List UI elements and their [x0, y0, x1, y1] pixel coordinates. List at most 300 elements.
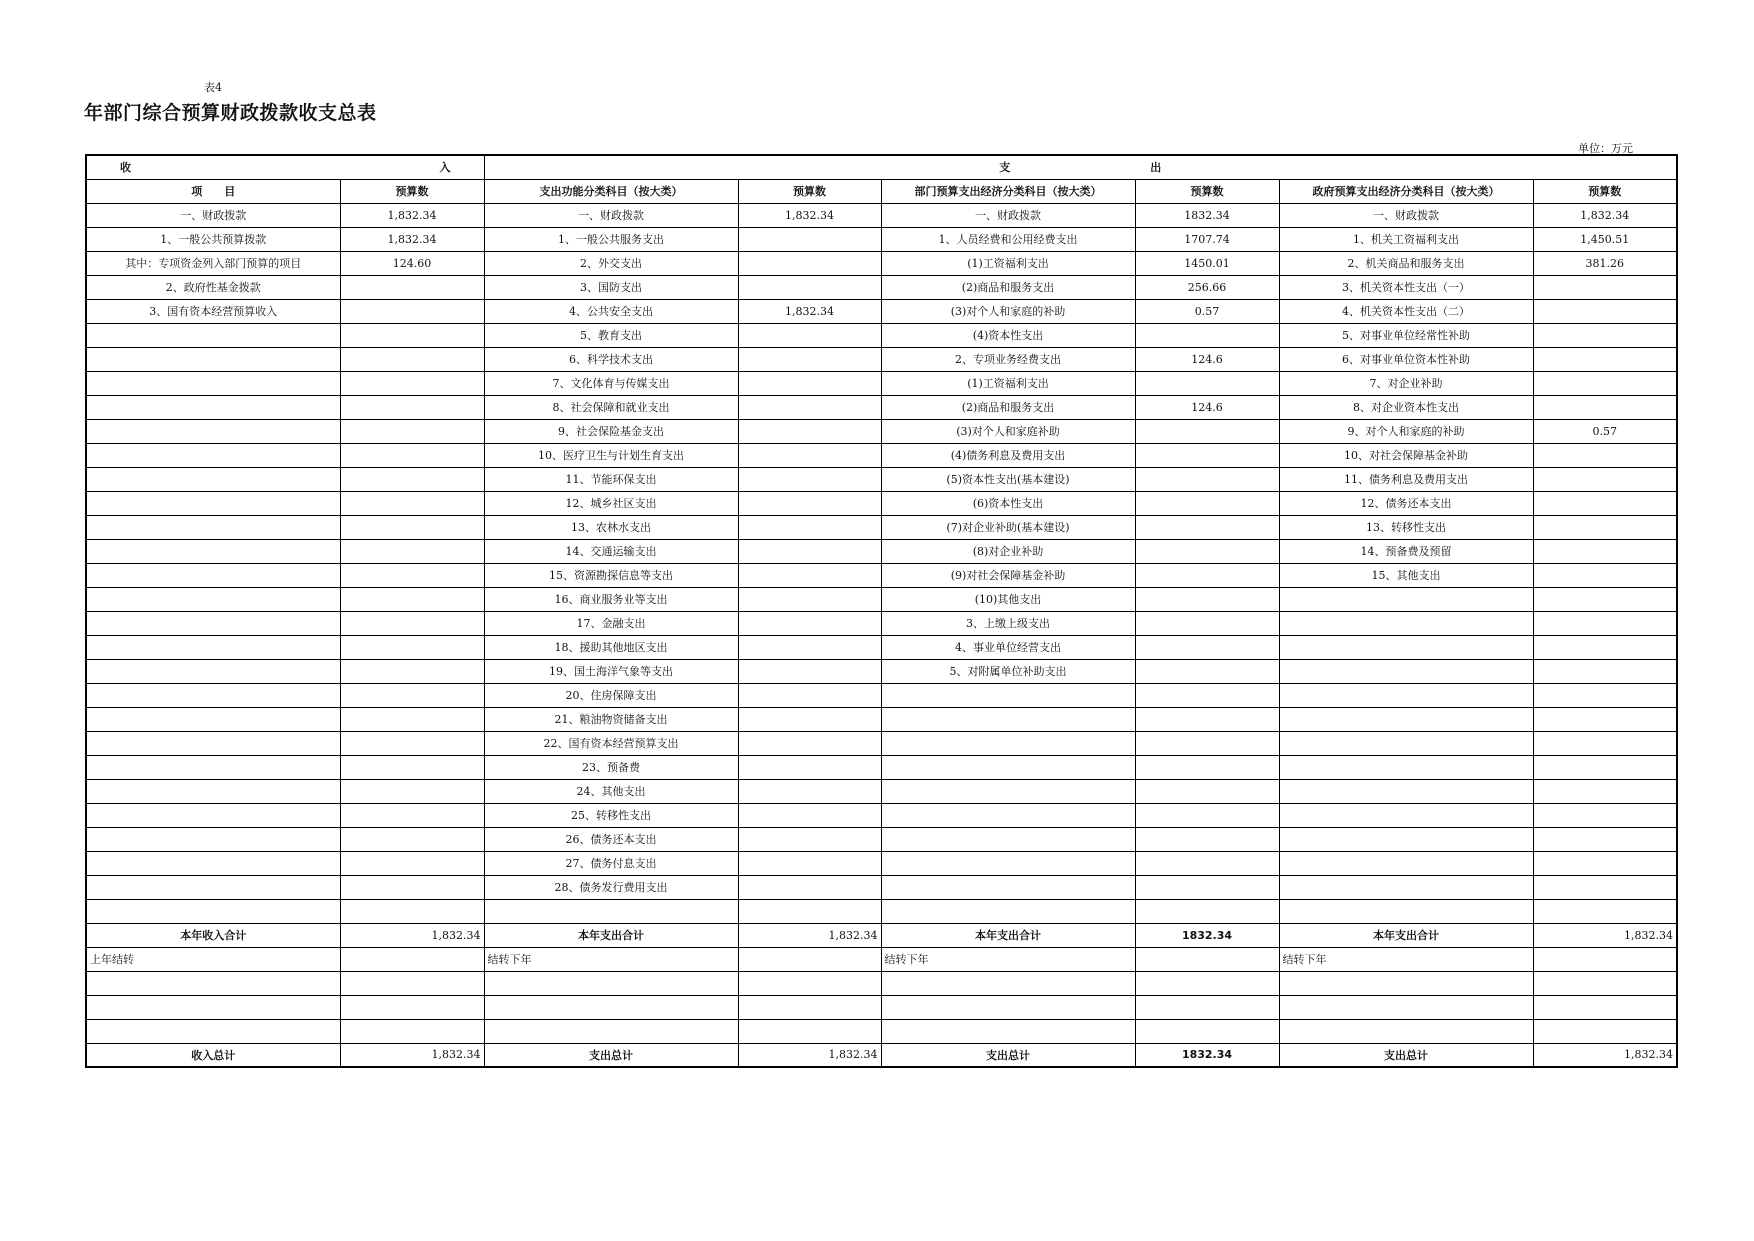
dept-econ-category-cell: (1)工资福利支出 — [881, 251, 1135, 275]
func-budget-cell — [738, 491, 881, 515]
table-row — [86, 755, 1677, 779]
func-budget-cell — [738, 539, 881, 563]
dept-budget-cell — [1135, 707, 1279, 731]
dept-econ-category-cell — [881, 779, 1135, 803]
dept-econ-category-cell: (3)对个人和家庭的补助 — [881, 299, 1135, 323]
table-row — [86, 467, 1677, 491]
gov-econ-category-cell — [1279, 779, 1533, 803]
dept-budget-cell — [1135, 683, 1279, 707]
income-item-cell — [86, 371, 340, 395]
blank-cell — [340, 1019, 484, 1043]
dept-econ-category-cell — [881, 827, 1135, 851]
dept-budget-cell: 1450.01 — [1135, 251, 1279, 275]
gov-budget-cell — [1533, 731, 1677, 755]
income-budget-cell — [340, 491, 484, 515]
dept-econ-category-cell — [881, 707, 1135, 731]
income-item-cell — [86, 611, 340, 635]
gov-econ-category-cell — [1279, 659, 1533, 683]
table-row — [86, 395, 1677, 419]
dept-econ-category-cell: (10)其他支出 — [881, 587, 1135, 611]
dept-econ-category-cell: 2、专项业务经费支出 — [881, 347, 1135, 371]
func-category-cell: 4、公共安全支出 — [484, 299, 738, 323]
income-item-cell — [86, 323, 340, 347]
gov-econ-category-cell — [1279, 875, 1533, 899]
table-row — [86, 371, 1677, 395]
grand-gov-total-value: 1,832.34 — [1533, 1043, 1677, 1067]
func-budget-cell — [738, 419, 881, 443]
carry-over-row — [86, 947, 1677, 971]
dept-budget-cell — [1135, 491, 1279, 515]
dept-econ-category-cell: (8)对企业补助 — [881, 539, 1135, 563]
func-category-cell: 9、社会保险基金支出 — [484, 419, 738, 443]
func-category-cell: 17、金融支出 — [484, 611, 738, 635]
dept-econ-category-cell — [881, 755, 1135, 779]
carry-gov-value — [1533, 947, 1677, 971]
func-budget-cell — [738, 659, 881, 683]
header-gov-econ-category: 政府预算支出经济分类科目（按大类） — [1279, 179, 1533, 203]
dept-budget-cell — [1135, 779, 1279, 803]
gov-econ-category-cell: 12、债务还本支出 — [1279, 491, 1533, 515]
gov-budget-cell — [1533, 299, 1677, 323]
func-budget-cell: 1,832.34 — [738, 203, 881, 227]
dept-econ-category-cell: 一、财政拨款 — [881, 203, 1135, 227]
income-section-header — [86, 155, 484, 179]
gov-econ-category-cell: 13、转移性支出 — [1279, 515, 1533, 539]
income-budget-cell — [340, 851, 484, 875]
dept-econ-category-cell: 1、人员经费和公用经费支出 — [881, 227, 1135, 251]
grand-income-total-label: 收入总计 — [86, 1043, 340, 1067]
income-budget-cell — [340, 539, 484, 563]
income-item-cell — [86, 803, 340, 827]
gov-econ-category-cell: 9、对个人和家庭的补助 — [1279, 419, 1533, 443]
func-budget-cell — [738, 707, 881, 731]
income-item-cell — [86, 779, 340, 803]
dept-budget-cell: 1707.74 — [1135, 227, 1279, 251]
income-item-cell — [86, 755, 340, 779]
func-budget-cell — [738, 515, 881, 539]
func-category-cell: 25、转移性支出 — [484, 803, 738, 827]
table-row — [86, 275, 1677, 299]
gov-econ-category-cell — [1279, 851, 1533, 875]
income-budget-cell: 1,832.34 — [340, 227, 484, 251]
gov-budget-cell — [1533, 443, 1677, 467]
func-budget-cell — [738, 371, 881, 395]
gov-econ-category-cell: 2、机关商品和服务支出 — [1279, 251, 1533, 275]
gov-budget-cell — [1533, 467, 1677, 491]
year-dept-total-value: 1832.34 — [1135, 923, 1279, 947]
blank-cell — [340, 995, 484, 1019]
income-budget-cell — [340, 755, 484, 779]
table-row — [86, 611, 1677, 635]
income-budget-cell — [340, 683, 484, 707]
func-budget-cell — [738, 635, 881, 659]
header-func-budget: 预算数 — [738, 179, 881, 203]
expense-section-char-1: 支 — [999, 161, 1011, 175]
dept-econ-category-cell: 4、事业单位经营支出 — [881, 635, 1135, 659]
blank-cell — [1533, 995, 1677, 1019]
dept-econ-category-cell: 5、对附属单位补助支出 — [881, 659, 1135, 683]
header-gov-budget: 预算数 — [1533, 179, 1677, 203]
dept-econ-category-cell — [881, 899, 1135, 923]
income-budget-cell: 1,832.34 — [340, 203, 484, 227]
blank-cell — [1279, 971, 1533, 995]
func-budget-cell — [738, 611, 881, 635]
dept-econ-category-cell: (7)对企业补助(基本建设) — [881, 515, 1135, 539]
table-row — [86, 587, 1677, 611]
header-income-budget: 预算数 — [340, 179, 484, 203]
year-total-row — [86, 923, 1677, 947]
func-budget-cell — [738, 323, 881, 347]
header-item: 项 目 — [86, 179, 340, 203]
table-row — [86, 539, 1677, 563]
func-category-cell: 27、债务付息支出 — [484, 851, 738, 875]
dept-econ-category-cell: 3、上缴上级支出 — [881, 611, 1135, 635]
carry-dept-value — [1135, 947, 1279, 971]
income-budget-cell — [340, 395, 484, 419]
dept-econ-category-cell — [881, 803, 1135, 827]
income-budget-cell: 124.60 — [340, 251, 484, 275]
func-category-cell: 28、债务发行费用支出 — [484, 875, 738, 899]
blank-cell — [1135, 1019, 1279, 1043]
income-budget-cell — [340, 515, 484, 539]
func-budget-cell — [738, 563, 881, 587]
blank-cell — [1279, 995, 1533, 1019]
table-row — [86, 299, 1677, 323]
grand-func-total-label: 支出总计 — [484, 1043, 738, 1067]
gov-budget-cell: 0.57 — [1533, 419, 1677, 443]
income-item-cell — [86, 659, 340, 683]
section-header-row — [86, 155, 1677, 179]
income-item-cell — [86, 731, 340, 755]
func-category-cell: 24、其他支出 — [484, 779, 738, 803]
dept-econ-category-cell: (9)对社会保障基金补助 — [881, 563, 1135, 587]
gov-econ-category-cell — [1279, 827, 1533, 851]
func-budget-cell — [738, 755, 881, 779]
blank-cell — [86, 971, 340, 995]
gov-econ-category-cell: 4、机关资本性支出（二） — [1279, 299, 1533, 323]
func-category-cell: 15、资源勘探信息等支出 — [484, 563, 738, 587]
income-item-cell — [86, 563, 340, 587]
dept-budget-cell — [1135, 803, 1279, 827]
table-row — [86, 899, 1677, 923]
gov-budget-cell — [1533, 851, 1677, 875]
table-row — [86, 635, 1677, 659]
func-category-cell: 一、财政拨款 — [484, 203, 738, 227]
func-budget-cell — [738, 899, 881, 923]
func-budget-cell — [738, 395, 881, 419]
func-category-cell: 10、医疗卫生与计划生育支出 — [484, 443, 738, 467]
budget-table — [85, 154, 1678, 1068]
func-budget-cell — [738, 827, 881, 851]
income-budget-cell — [340, 779, 484, 803]
year-func-total-label: 本年支出合计 — [484, 923, 738, 947]
func-budget-cell — [738, 731, 881, 755]
income-item-cell — [86, 587, 340, 611]
dept-budget-cell — [1135, 851, 1279, 875]
func-budget-cell — [738, 779, 881, 803]
dept-econ-category-cell: (1)工资福利支出 — [881, 371, 1135, 395]
gov-budget-cell: 1,832.34 — [1533, 203, 1677, 227]
income-budget-cell — [340, 707, 484, 731]
gov-econ-category-cell: 10、对社会保障基金补助 — [1279, 443, 1533, 467]
blank-cell — [340, 971, 484, 995]
year-dept-total-label: 本年支出合计 — [881, 923, 1135, 947]
income-budget-cell — [340, 587, 484, 611]
year-gov-total-label: 本年支出合计 — [1279, 923, 1533, 947]
table-row — [86, 515, 1677, 539]
func-budget-cell: 1,832.34 — [738, 299, 881, 323]
income-item-cell: 其中：专项资金列入部门预算的项目 — [86, 251, 340, 275]
table-row — [86, 563, 1677, 587]
income-budget-cell — [340, 611, 484, 635]
year-gov-total-value: 1,832.34 — [1533, 923, 1677, 947]
dept-budget-cell — [1135, 827, 1279, 851]
func-category-cell: 1、一般公共服务支出 — [484, 227, 738, 251]
income-item-cell — [86, 419, 340, 443]
income-item-cell: 3、国有资本经营预算收入 — [86, 299, 340, 323]
func-budget-cell — [738, 851, 881, 875]
func-budget-cell — [738, 443, 881, 467]
func-category-cell: 7、文化体育与传媒支出 — [484, 371, 738, 395]
blank-row — [86, 1019, 1677, 1043]
dept-econ-category-cell — [881, 875, 1135, 899]
blank-row — [86, 995, 1677, 1019]
income-item-cell — [86, 443, 340, 467]
dept-budget-cell: 1832.34 — [1135, 203, 1279, 227]
dept-budget-cell — [1135, 899, 1279, 923]
gov-budget-cell: 381.26 — [1533, 251, 1677, 275]
blank-cell — [1279, 1019, 1533, 1043]
table-number: 表4 — [204, 81, 222, 94]
gov-budget-cell — [1533, 779, 1677, 803]
income-budget-cell — [340, 347, 484, 371]
grand-gov-total-label: 支出总计 — [1279, 1043, 1533, 1067]
gov-budget-cell — [1533, 755, 1677, 779]
func-budget-cell — [738, 803, 881, 827]
func-category-cell: 26、债务还本支出 — [484, 827, 738, 851]
grand-dept-total-label: 支出总计 — [881, 1043, 1135, 1067]
dept-budget-cell — [1135, 755, 1279, 779]
blank-cell — [484, 971, 738, 995]
gov-budget-cell — [1533, 683, 1677, 707]
func-category-cell — [484, 899, 738, 923]
dept-budget-cell — [1135, 587, 1279, 611]
func-category-cell: 21、粮油物资储备支出 — [484, 707, 738, 731]
func-category-cell: 23、预备费 — [484, 755, 738, 779]
gov-econ-category-cell — [1279, 803, 1533, 827]
table-row — [86, 491, 1677, 515]
gov-econ-category-cell: 8、对企业资本性支出 — [1279, 395, 1533, 419]
gov-budget-cell — [1533, 659, 1677, 683]
income-item-cell — [86, 635, 340, 659]
func-category-cell: 20、住房保障支出 — [484, 683, 738, 707]
gov-econ-category-cell: 6、对事业单位资本性补助 — [1279, 347, 1533, 371]
func-budget-cell — [738, 251, 881, 275]
income-item-cell — [86, 395, 340, 419]
gov-budget-cell — [1533, 347, 1677, 371]
income-budget-cell — [340, 275, 484, 299]
income-section-char-1: 收 — [120, 161, 131, 175]
dept-econ-category-cell: (3)对个人和家庭补助 — [881, 419, 1135, 443]
header-dept-econ-category: 部门预算支出经济分类科目（按大类） — [881, 179, 1135, 203]
income-item-cell — [86, 827, 340, 851]
dept-budget-cell: 124.6 — [1135, 347, 1279, 371]
income-item-cell — [86, 467, 340, 491]
dept-budget-cell — [1135, 467, 1279, 491]
gov-budget-cell — [1533, 323, 1677, 347]
table-row — [86, 323, 1677, 347]
dept-econ-category-cell — [881, 731, 1135, 755]
income-section-char-2: 入 — [439, 161, 451, 175]
dept-budget-cell — [1135, 443, 1279, 467]
gov-econ-category-cell: 5、对事业单位经常性补助 — [1279, 323, 1533, 347]
income-item-cell — [86, 491, 340, 515]
carry-func-value — [738, 947, 881, 971]
blank-cell — [881, 1019, 1135, 1043]
grand-dept-total-value: 1832.34 — [1135, 1043, 1279, 1067]
income-budget-cell — [340, 875, 484, 899]
gov-budget-cell: 1,450.51 — [1533, 227, 1677, 251]
func-category-cell: 11、节能环保支出 — [484, 467, 738, 491]
carry-income-value — [340, 947, 484, 971]
dept-budget-cell — [1135, 371, 1279, 395]
gov-budget-cell — [1533, 707, 1677, 731]
table-row — [86, 731, 1677, 755]
func-category-cell: 22、国有资本经营预算支出 — [484, 731, 738, 755]
gov-econ-category-cell — [1279, 635, 1533, 659]
carry-gov-label: 结转下年 — [1279, 947, 1533, 971]
gov-budget-cell — [1533, 803, 1677, 827]
year-income-total-value: 1,832.34 — [340, 923, 484, 947]
blank-cell — [1533, 971, 1677, 995]
table-row — [86, 875, 1677, 899]
income-item-cell: 2、政府性基金拨款 — [86, 275, 340, 299]
func-category-cell: 3、国防支出 — [484, 275, 738, 299]
gov-budget-cell — [1533, 515, 1677, 539]
blank-cell — [484, 1019, 738, 1043]
gov-budget-cell — [1533, 275, 1677, 299]
dept-budget-cell: 256.66 — [1135, 275, 1279, 299]
dept-budget-cell: 124.6 — [1135, 395, 1279, 419]
func-category-cell: 2、外交支出 — [484, 251, 738, 275]
carry-func-label: 结转下年 — [484, 947, 738, 971]
func-budget-cell — [738, 683, 881, 707]
income-item-cell — [86, 851, 340, 875]
table-row — [86, 683, 1677, 707]
func-category-cell: 5、教育支出 — [484, 323, 738, 347]
dept-budget-cell — [1135, 611, 1279, 635]
income-budget-cell — [340, 731, 484, 755]
income-budget-cell — [340, 563, 484, 587]
func-budget-cell — [738, 467, 881, 491]
income-budget-cell — [340, 635, 484, 659]
func-category-cell: 6、科学技术支出 — [484, 347, 738, 371]
gov-budget-cell — [1533, 611, 1677, 635]
blank-cell — [881, 995, 1135, 1019]
dept-budget-cell — [1135, 875, 1279, 899]
gov-econ-category-cell: 14、预备费及预留 — [1279, 539, 1533, 563]
func-budget-cell — [738, 347, 881, 371]
func-budget-cell — [738, 875, 881, 899]
gov-budget-cell — [1533, 371, 1677, 395]
gov-econ-category-cell: 一、财政拨款 — [1279, 203, 1533, 227]
carry-dept-label: 结转下年 — [881, 947, 1135, 971]
unit-label: 单位：万元 — [1578, 142, 1633, 155]
blank-row — [86, 971, 1677, 995]
dept-econ-category-cell: (2)商品和服务支出 — [881, 275, 1135, 299]
blank-cell — [1533, 1019, 1677, 1043]
dept-budget-cell — [1135, 635, 1279, 659]
func-category-cell: 18、援助其他地区支出 — [484, 635, 738, 659]
blank-cell — [1135, 995, 1279, 1019]
page-title: 年部门综合预算财政拨款收支总表 — [84, 102, 377, 124]
year-func-total-value: 1,832.34 — [738, 923, 881, 947]
income-item-cell — [86, 707, 340, 731]
func-budget-cell — [738, 227, 881, 251]
blank-cell — [881, 971, 1135, 995]
income-item-cell — [86, 899, 340, 923]
gov-budget-cell — [1533, 827, 1677, 851]
func-category-cell: 16、商业服务业等支出 — [484, 587, 738, 611]
gov-econ-category-cell — [1279, 731, 1533, 755]
income-budget-cell — [340, 827, 484, 851]
gov-econ-category-cell — [1279, 899, 1533, 923]
dept-budget-cell — [1135, 323, 1279, 347]
blank-cell — [738, 995, 881, 1019]
table-row — [86, 227, 1677, 251]
income-budget-cell — [340, 899, 484, 923]
dept-budget-cell — [1135, 731, 1279, 755]
grand-total-row — [86, 1043, 1677, 1067]
expense-section-header — [484, 155, 1677, 179]
func-category-cell: 19、国土海洋气象等支出 — [484, 659, 738, 683]
gov-budget-cell — [1533, 395, 1677, 419]
func-category-cell: 8、社会保障和就业支出 — [484, 395, 738, 419]
table-row — [86, 707, 1677, 731]
expense-section-char-2: 出 — [1150, 161, 1162, 175]
gov-budget-cell — [1533, 875, 1677, 899]
blank-cell — [484, 995, 738, 1019]
gov-econ-category-cell — [1279, 611, 1533, 635]
gov-econ-category-cell: 3、机关资本性支出（一） — [1279, 275, 1533, 299]
dept-budget-cell — [1135, 563, 1279, 587]
gov-econ-category-cell: 11、债务利息及费用支出 — [1279, 467, 1533, 491]
dept-econ-category-cell — [881, 683, 1135, 707]
header-func-category: 支出功能分类科目（按大类） — [484, 179, 738, 203]
income-budget-cell — [340, 467, 484, 491]
table-row — [86, 419, 1677, 443]
table-row — [86, 827, 1677, 851]
income-item-cell — [86, 347, 340, 371]
income-budget-cell — [340, 659, 484, 683]
blank-cell — [1135, 971, 1279, 995]
dept-econ-category-cell: (2)商品和服务支出 — [881, 395, 1135, 419]
dept-budget-cell — [1135, 419, 1279, 443]
gov-budget-cell — [1533, 563, 1677, 587]
func-budget-cell — [738, 275, 881, 299]
income-item-cell — [86, 875, 340, 899]
dept-budget-cell — [1135, 659, 1279, 683]
grand-func-total-value: 1,832.34 — [738, 1043, 881, 1067]
income-item-cell: 1、一般公共预算拨款 — [86, 227, 340, 251]
income-budget-cell — [340, 419, 484, 443]
dept-budget-cell — [1135, 539, 1279, 563]
blank-cell — [738, 1019, 881, 1043]
gov-econ-category-cell: 7、对企业补助 — [1279, 371, 1533, 395]
table-row — [86, 347, 1677, 371]
income-budget-cell — [340, 299, 484, 323]
table-row — [86, 779, 1677, 803]
